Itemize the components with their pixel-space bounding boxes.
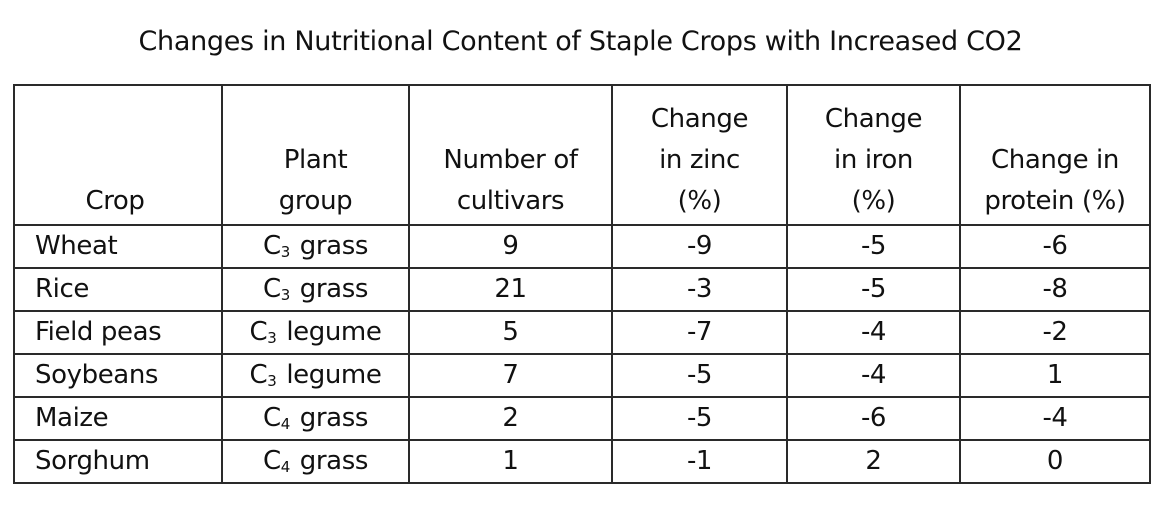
header-protein bbox=[960, 85, 1150, 225]
cell-iron: -6 bbox=[787, 397, 960, 440]
header-zinc bbox=[612, 85, 787, 225]
nutrition-table bbox=[13, 84, 1151, 484]
group-kind: grass bbox=[299, 446, 368, 476]
header-line: cultivars bbox=[456, 186, 565, 216]
cell-zinc: -1 bbox=[612, 440, 787, 483]
header-line: in iron bbox=[834, 145, 913, 175]
header-line: group bbox=[278, 186, 353, 216]
cell-zinc: -3 bbox=[612, 268, 787, 311]
cell-protein: -8 bbox=[960, 268, 1150, 311]
group-kind: legume bbox=[286, 317, 382, 347]
cell-plant-group bbox=[222, 268, 409, 311]
group-prefix: C bbox=[262, 403, 281, 433]
group-kind: grass bbox=[299, 403, 368, 433]
cell-iron: -5 bbox=[787, 268, 960, 311]
cell-iron: -4 bbox=[787, 354, 960, 397]
group-kind: grass bbox=[299, 274, 368, 304]
cell-protein: -4 bbox=[960, 397, 1150, 440]
group-prefix: C bbox=[249, 317, 268, 347]
cell-plant-group bbox=[222, 311, 409, 354]
header-row bbox=[14, 85, 1150, 225]
group-prefix: C bbox=[249, 360, 268, 390]
cell-protein: 0 bbox=[960, 440, 1150, 483]
cell-cultivars: 5 bbox=[409, 311, 612, 354]
header-cultivars bbox=[409, 85, 612, 225]
header-line: Change in bbox=[991, 145, 1119, 175]
page-title: Changes in Nutritional Content of Staple Crops with Increased CO2 bbox=[138, 26, 1023, 57]
cell-protein: -6 bbox=[960, 225, 1150, 268]
cell-iron: 2 bbox=[787, 440, 960, 483]
group-prefix: C bbox=[262, 274, 281, 304]
header-line: protein (%) bbox=[984, 186, 1126, 216]
cell-cultivars: 2 bbox=[409, 397, 612, 440]
cell-plant-group bbox=[222, 397, 409, 440]
group-subscript: 3 bbox=[267, 372, 277, 390]
cell-zinc: -5 bbox=[612, 354, 787, 397]
header-line: (%) bbox=[677, 186, 722, 216]
table-row bbox=[14, 397, 1150, 440]
header-line: (%) bbox=[851, 186, 896, 216]
cell-cultivars: 1 bbox=[409, 440, 612, 483]
group-subscript: 3 bbox=[280, 243, 290, 261]
table-row bbox=[14, 311, 1150, 354]
cell-crop: Maize bbox=[14, 397, 222, 440]
group-kind: grass bbox=[299, 231, 368, 261]
table-row bbox=[14, 225, 1150, 268]
cell-crop: Sorghum bbox=[14, 440, 222, 483]
header-crop bbox=[14, 85, 222, 225]
cell-crop: Wheat bbox=[14, 225, 222, 268]
cell-plant-group bbox=[222, 225, 409, 268]
group-subscript: 4 bbox=[280, 458, 290, 476]
cell-zinc: -9 bbox=[612, 225, 787, 268]
header-plant-group bbox=[222, 85, 409, 225]
group-prefix: C bbox=[262, 231, 281, 261]
cell-iron: -4 bbox=[787, 311, 960, 354]
table-row bbox=[14, 354, 1150, 397]
header-line: in zinc bbox=[659, 145, 740, 175]
cell-plant-group bbox=[222, 354, 409, 397]
header-iron bbox=[787, 85, 960, 225]
cell-zinc: -5 bbox=[612, 397, 787, 440]
cell-cultivars: 21 bbox=[409, 268, 612, 311]
cell-protein: 1 bbox=[960, 354, 1150, 397]
group-kind: legume bbox=[286, 360, 382, 390]
cell-iron: -5 bbox=[787, 225, 960, 268]
header-line: Change bbox=[650, 104, 749, 134]
group-subscript: 3 bbox=[280, 286, 290, 304]
table-row bbox=[14, 440, 1150, 483]
header-line: Plant bbox=[283, 145, 348, 175]
header-line: Change bbox=[824, 104, 923, 134]
cell-crop: Rice bbox=[14, 268, 222, 311]
header-line: Crop bbox=[85, 186, 145, 216]
group-subscript: 4 bbox=[280, 415, 290, 433]
cell-cultivars: 7 bbox=[409, 354, 612, 397]
cell-cultivars: 9 bbox=[409, 225, 612, 268]
table-row bbox=[14, 268, 1150, 311]
group-prefix: C bbox=[262, 446, 281, 476]
header-line: Number of bbox=[443, 145, 578, 175]
group-subscript: 3 bbox=[267, 329, 277, 347]
cell-crop: Field peas bbox=[14, 311, 222, 354]
cell-protein: -2 bbox=[960, 311, 1150, 354]
cell-plant-group bbox=[222, 440, 409, 483]
cell-crop: Soybeans bbox=[14, 354, 222, 397]
cell-zinc: -7 bbox=[612, 311, 787, 354]
